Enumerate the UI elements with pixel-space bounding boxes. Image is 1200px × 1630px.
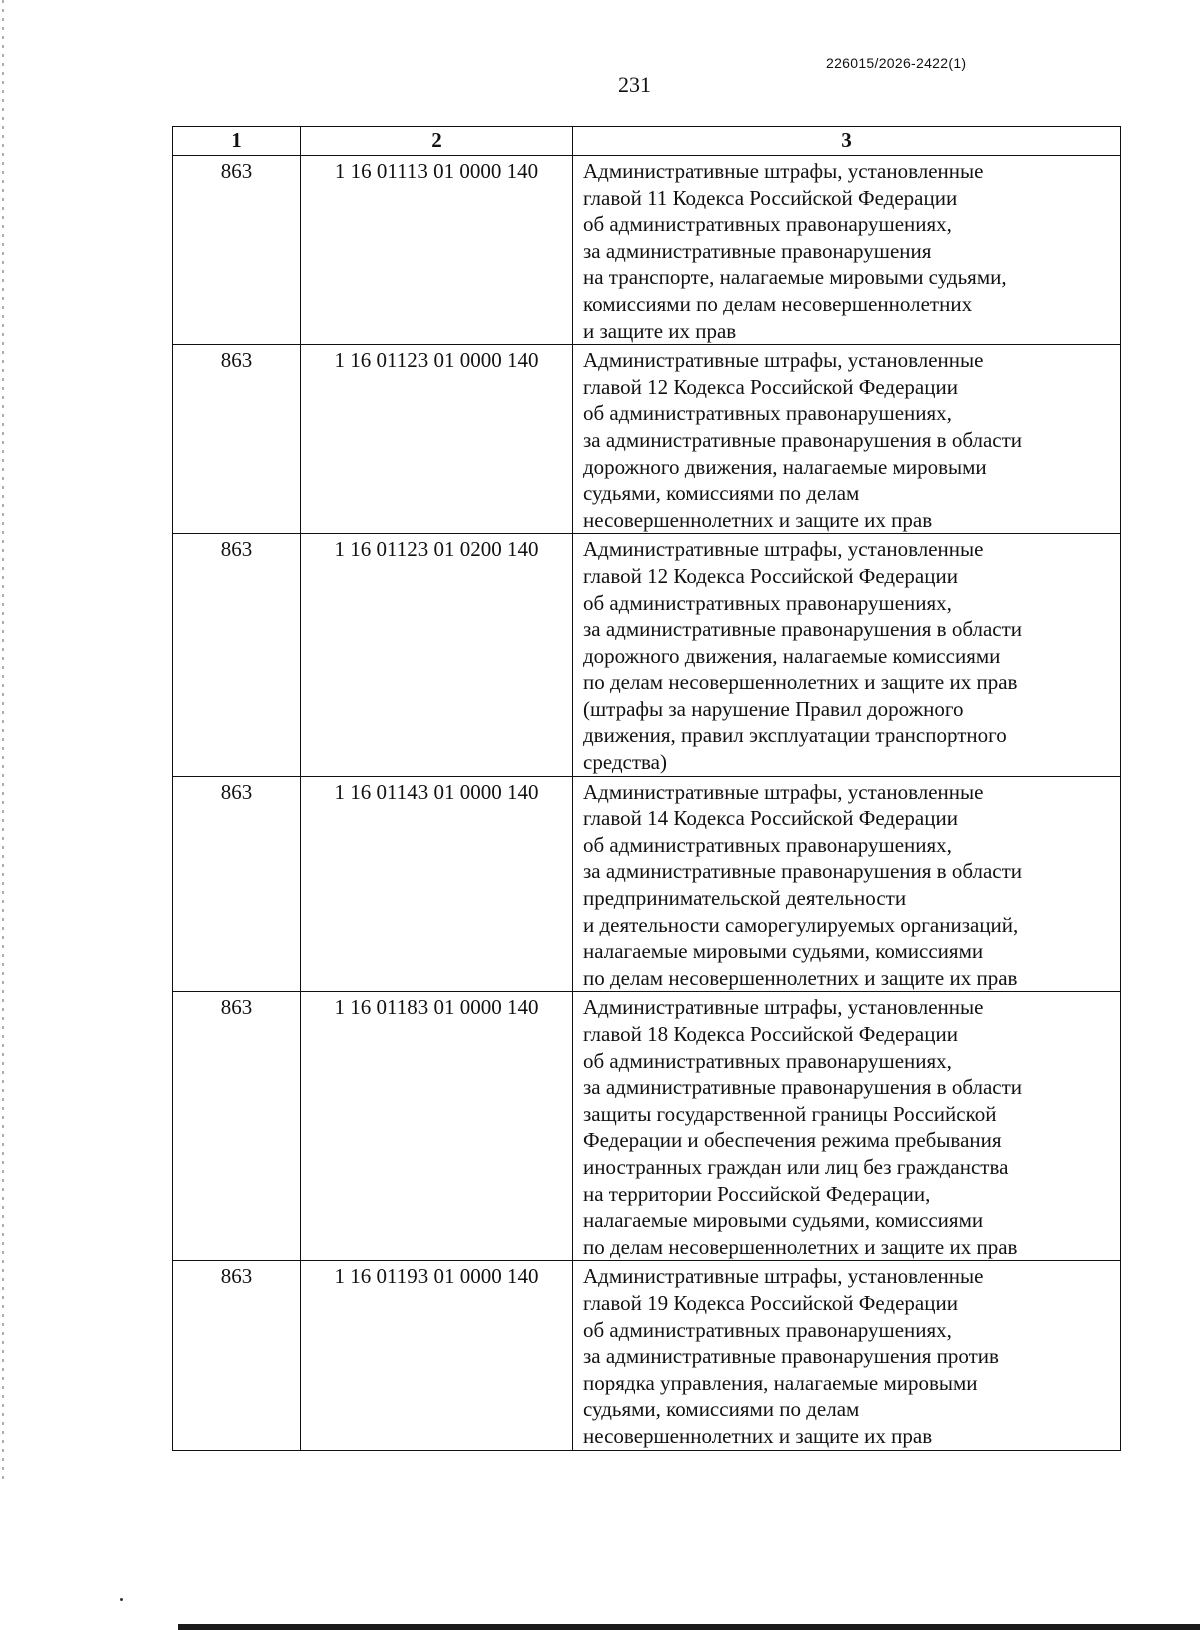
description-line: и деятельности саморегулируемых организаций,: [583, 912, 1019, 937]
description-line: главой 11 Кодекса Российской Федерации: [583, 185, 958, 210]
admin-code-cell: 863: [173, 534, 301, 776]
description-cell: [573, 534, 1121, 776]
description-line: за административные правонарушения в области: [583, 617, 1023, 642]
description-line: Федерации и обеспечения режима пребывания: [583, 1128, 1002, 1153]
table-body: [173, 156, 1121, 1451]
admin-code-cell: 863: [173, 156, 301, 345]
description-line: за административные правонарушения в области: [583, 1075, 1023, 1100]
description-line: на территории Российской Федерации,: [583, 1181, 931, 1206]
description-line: предпринимательской деятельности: [583, 886, 907, 911]
description-line: дорожного движения, налагаемые комиссиями: [583, 643, 1001, 668]
budget-code-cell: 1 16 01193 01 0000 140: [301, 1261, 573, 1450]
column-header-3: 3: [573, 127, 1121, 156]
fines-table: [172, 126, 1121, 1451]
description-cell: [573, 156, 1121, 345]
description-line: об административных правонарушениях,: [583, 832, 952, 857]
description-cell: [573, 345, 1121, 534]
description-line: по делам несовершеннолетних и защите их прав: [583, 670, 1018, 695]
table-row: [173, 345, 1121, 534]
table-row: [173, 534, 1121, 776]
admin-code-cell: 863: [173, 345, 301, 534]
table-row: [173, 992, 1121, 1261]
description-line: Административные штрафы, установленные: [583, 1264, 984, 1289]
admin-code-cell: 863: [173, 776, 301, 992]
description-line: по делам несовершеннолетних и защите их прав: [583, 1234, 1018, 1259]
description-line: средства): [583, 750, 667, 775]
description-line: на транспорте, налагаемые мировыми судьями,: [583, 265, 1007, 290]
table-row: [173, 156, 1121, 345]
column-header-2: 2: [301, 127, 573, 156]
description-line: Административные штрафы, установленные: [583, 779, 984, 804]
scan-speck: [120, 1598, 123, 1601]
table-row: [173, 776, 1121, 992]
description-cell: [573, 776, 1121, 992]
table-row: [173, 1261, 1121, 1450]
description-line: налагаемые мировыми судьями, комиссиями: [583, 939, 984, 964]
description-line: об административных правонарушениях,: [583, 212, 952, 237]
description-line: за административные правонарушения: [583, 238, 932, 263]
description-line: Административные штрафы, установленные: [583, 995, 984, 1020]
scan-bottom-edge: [178, 1624, 1200, 1630]
description-line: дорожного движения, налагаемые мировыми: [583, 454, 987, 479]
column-header-1: 1: [173, 127, 301, 156]
description-line: главой 12 Кодекса Российской Федерации: [583, 374, 958, 399]
description-line: об административных правонарушениях,: [583, 1317, 952, 1342]
description-line: об административных правонарушениях,: [583, 401, 952, 426]
description-line: за административные правонарушения против: [583, 1344, 999, 1369]
description-line: защиты государственной границы Российской: [583, 1101, 997, 1126]
description-line: за административные правонарушения в области: [583, 859, 1023, 884]
page-number: 231: [618, 72, 651, 97]
description-line: об административных правонарушениях,: [583, 1048, 952, 1073]
description-line: несовершеннолетних и защите их прав: [583, 507, 933, 532]
budget-code-cell: 1 16 01183 01 0000 140: [301, 992, 573, 1261]
description-line: иностранных граждан или лиц без гражданства: [583, 1154, 1009, 1179]
description-line: за административные правонарушения в области: [583, 427, 1023, 452]
description-line: главой 12 Кодекса Российской Федерации: [583, 563, 958, 588]
description-line: об административных правонарушениях,: [583, 590, 952, 615]
description-line: порядка управления, налагаемые мировыми: [583, 1370, 978, 1395]
description-line: Административные штрафы, установленные: [583, 159, 984, 183]
description-line: главой 14 Кодекса Российской Федерации: [583, 806, 958, 831]
budget-code-cell: 1 16 01123 01 0000 140: [301, 345, 573, 534]
description-line: главой 18 Кодекса Российской Федерации: [583, 1022, 958, 1046]
budget-code-cell: 1 16 01113 01 0000 140: [301, 156, 573, 345]
description-line: движения, правил эксплуатации транспортного: [583, 723, 1007, 748]
description-line: Административные штрафы, установленные: [583, 537, 984, 562]
description-line: комиссиями по делам несовершеннолетних: [583, 291, 973, 316]
budget-code-cell: 1 16 01123 01 0200 140: [301, 534, 573, 776]
admin-code-cell: 863: [173, 992, 301, 1261]
table-header-row: [173, 127, 1121, 156]
scan-edge-artifact: [2, 0, 4, 1480]
description-line: налагаемые мировыми судьями, комиссиями: [583, 1208, 984, 1233]
budget-code-cell: 1 16 01143 01 0000 140: [301, 776, 573, 992]
description-cell: [573, 992, 1121, 1261]
description-line: (штрафы за нарушение Правил дорожного: [583, 696, 964, 721]
description-line: несовершеннолетних и защите их прав: [583, 1423, 933, 1448]
description-line: по делам несовершеннолетних и защите их прав: [583, 965, 1018, 990]
description-line: главой 19 Кодекса Российской Федерации: [583, 1290, 958, 1315]
admin-code-cell: 863: [173, 1261, 301, 1450]
description-line: судьями, комиссиями по делам: [583, 1397, 860, 1422]
document-id: 226015/2026-2422(1): [826, 55, 967, 71]
description-cell: [573, 1261, 1121, 1450]
description-line: и защите их прав: [583, 318, 737, 343]
description-line: судьями, комиссиями по делам: [583, 481, 860, 506]
description-line: Административные штрафы, установленные: [583, 348, 984, 373]
